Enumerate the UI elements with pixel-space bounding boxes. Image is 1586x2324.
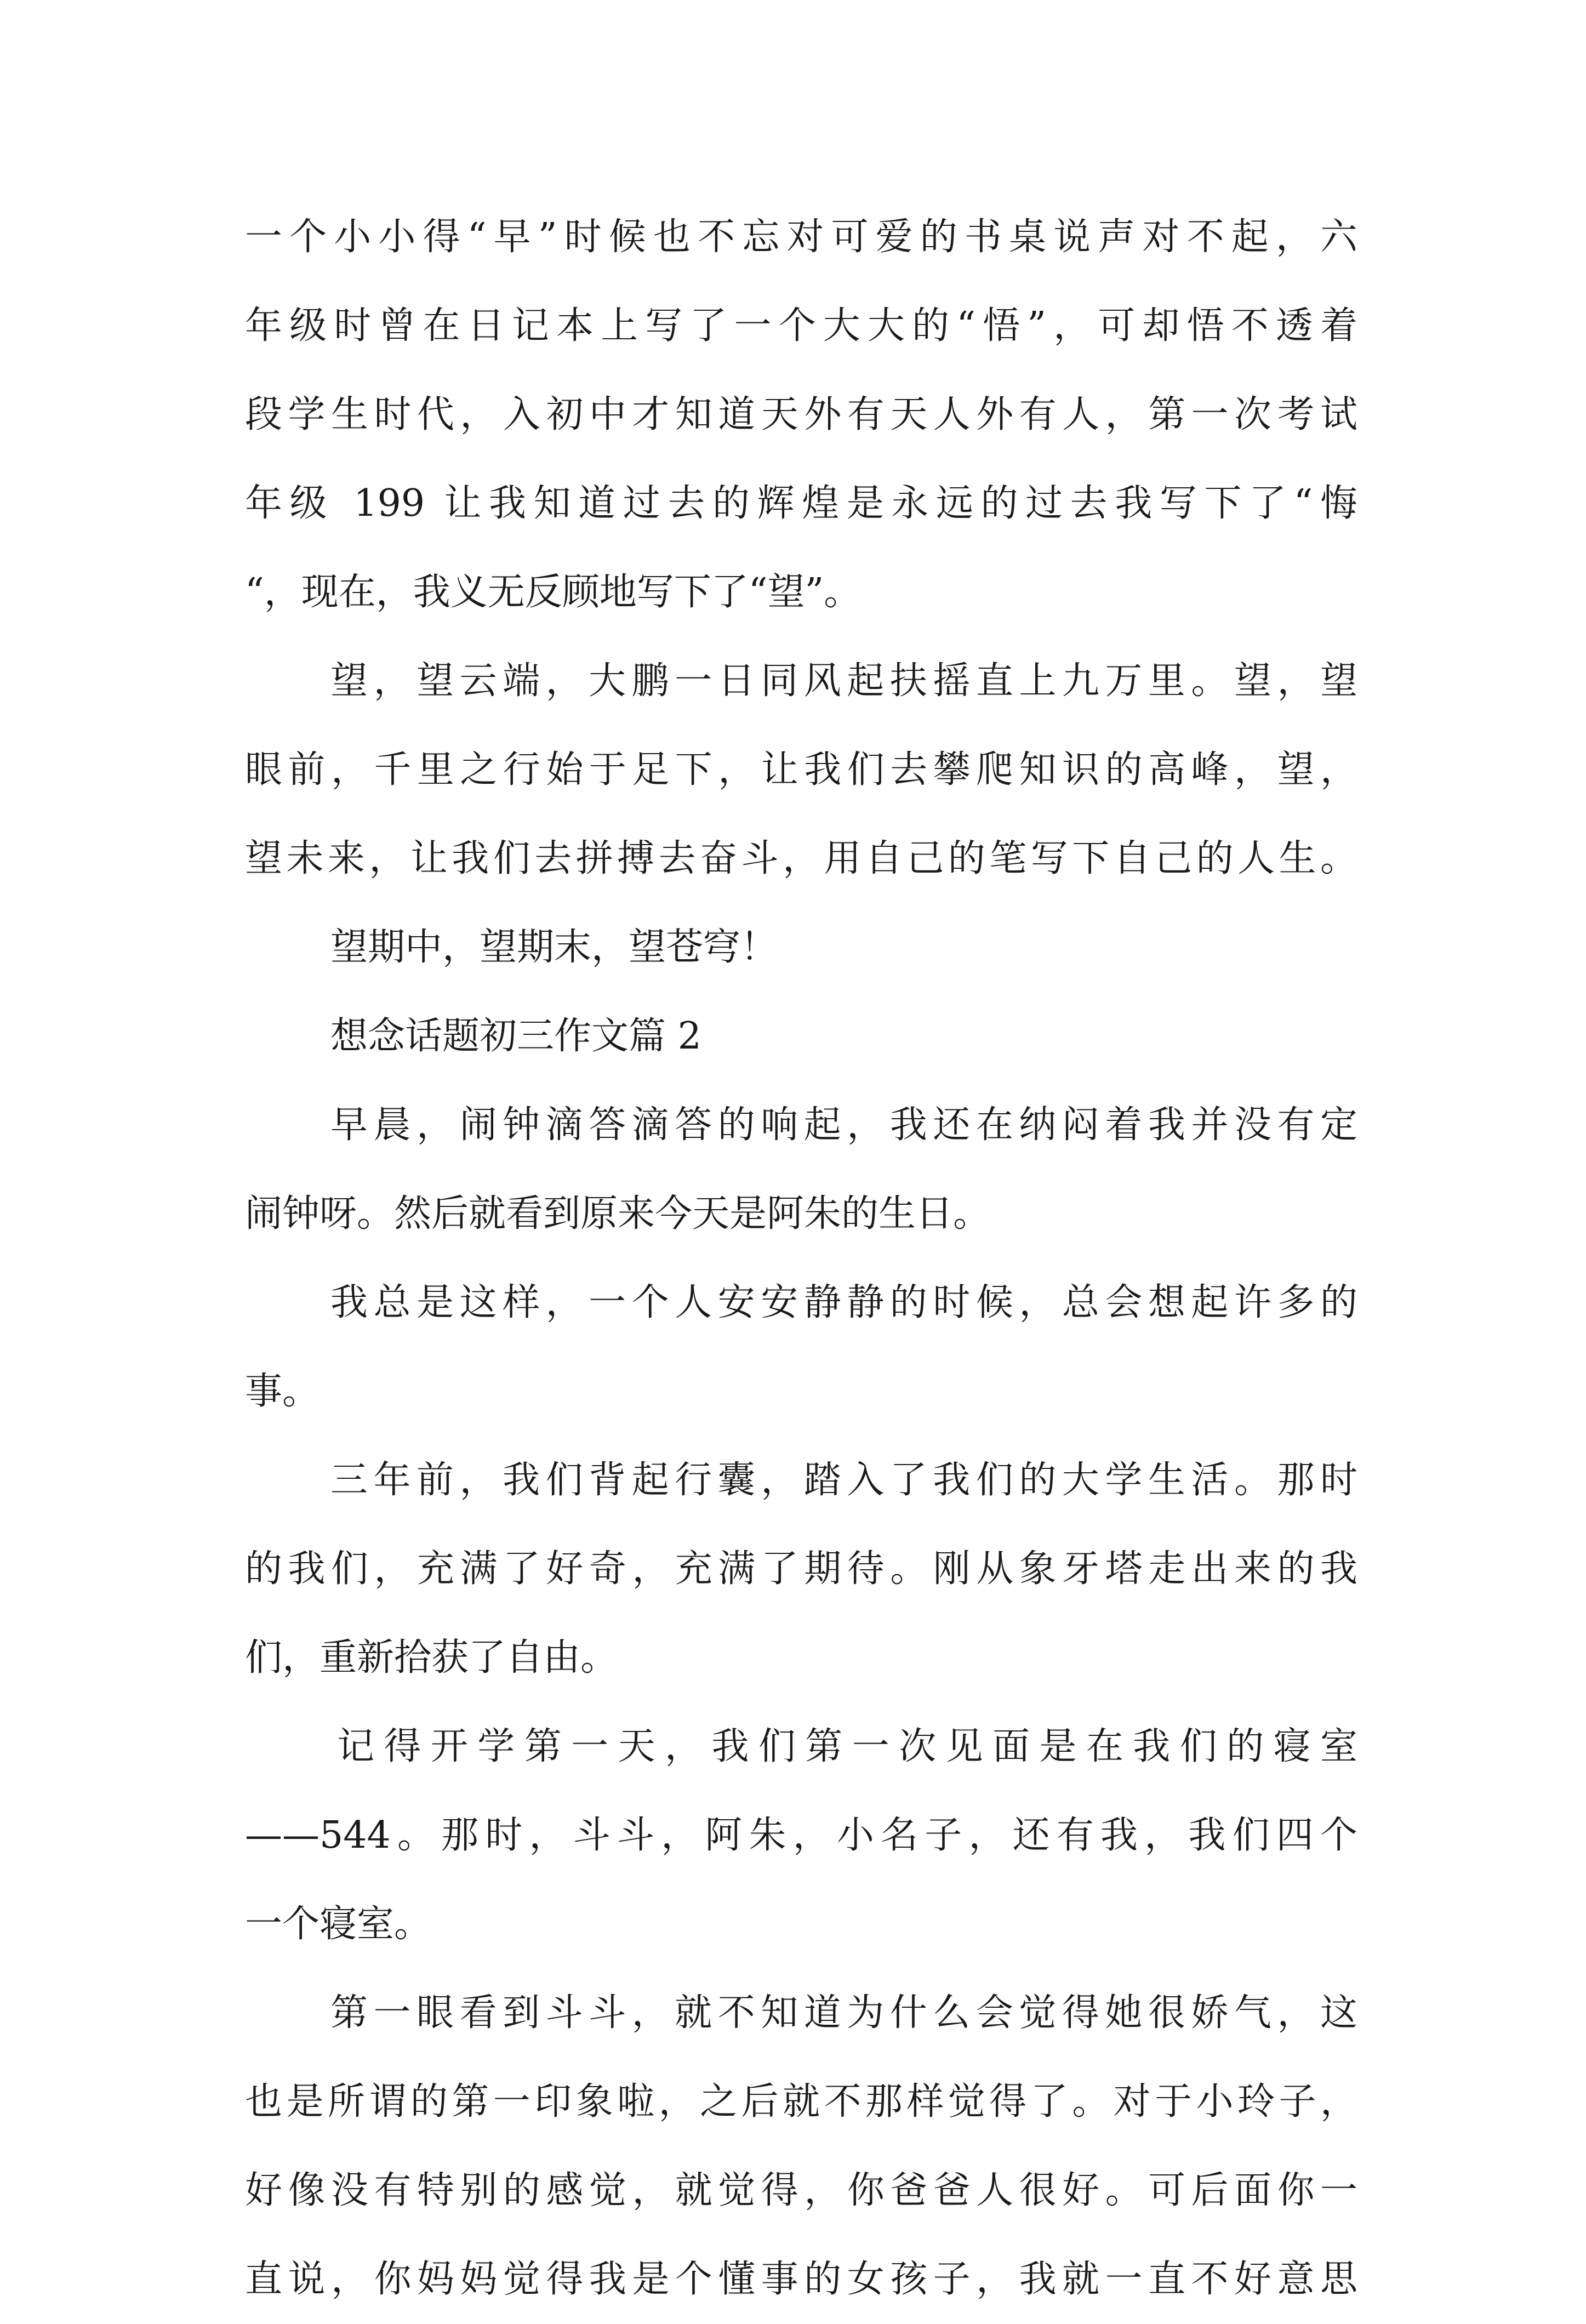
text-line: 年级时曾在日记本上写了一个大大的“悟”，可却悟不透着	[245, 304, 1357, 348]
text-line: 早晨，闹钟滴答滴答的响起，我还在纳闷着我并没有定	[330, 1103, 1357, 1147]
text-line: 眼前，千里之行始于足下，让我们去攀爬知识的高峰，望，	[245, 748, 1357, 791]
text-line: 第一眼看到斗斗，就不知道为什么会觉得她很娇气，这	[330, 1991, 1357, 2035]
text-line: “，现在，我义无反顾地写下了“望”。	[245, 571, 862, 614]
paragraph	[245, 637, 1357, 903]
paragraph	[245, 1969, 1357, 2324]
text-line: 我总是这样，一个人安安静静的时候，总会想起许多的	[330, 1281, 1357, 1324]
paragraph	[245, 1702, 1357, 1969]
paragraph	[245, 193, 1357, 637]
paragraph	[245, 903, 1357, 992]
text-line: 一个小小得“早”时候也不忘对可爱的书桌说声对不起，六	[245, 215, 1357, 259]
text-line: 也是所谓的第一印象啦，之后就不那样觉得了。对于小玲子，	[245, 2080, 1357, 2123]
paragraph	[245, 1081, 1357, 1258]
text-line: 的我们，充满了好奇，充满了期待。刚从象牙塔走出来的我	[245, 1547, 1357, 1591]
text-line: 事。	[245, 1370, 320, 1413]
text-line: 三年前，我们背起行囊，踏入了我们的大学生活。那时	[330, 1459, 1357, 1502]
text-line: ——544。那时，斗斗，阿朱，小名子，还有我，我们四个	[245, 1814, 1357, 1857]
text-line: 望期中，望期末，望苍穹！	[330, 926, 778, 969]
text-line: 闹钟呀。然后就看到原来今天是阿朱的生日。	[245, 1192, 991, 1235]
paragraph	[245, 1258, 1357, 1436]
text-line: 望未来，让我们去拼搏去奋斗，用自己的笔写下自己的人生。	[245, 837, 1357, 880]
text-line: 们，重新拾获了自由。	[245, 1636, 618, 1679]
text-line: 段学生时代，入初中才知道天外有天人外有人，第一次考试	[245, 393, 1357, 436]
text-line: 望，望云端，大鹏一日同风起扶摇直上九万里。望，望	[330, 659, 1357, 703]
text-line: 记得开学第一天，我们第一次见面是在我们的寝室	[337, 1725, 1357, 1768]
essay-body	[245, 193, 1357, 2324]
paragraph	[245, 1436, 1357, 1702]
text-line: 年级 199 让我知道过去的辉煌是永远的过去我写下了“悔	[245, 482, 1357, 525]
text-line: 一个寝室。	[245, 1903, 432, 1946]
text-line: 想念话题初三作文篇 2	[330, 1015, 701, 1058]
text-line: 好像没有特别的感觉，就觉得，你爸爸人很好。可后面你一	[245, 2169, 1357, 2212]
section-heading	[245, 992, 1357, 1081]
text-line: 直说，你妈妈觉得我是个懂事的女孩子，我就一直不好意思	[245, 2258, 1357, 2301]
